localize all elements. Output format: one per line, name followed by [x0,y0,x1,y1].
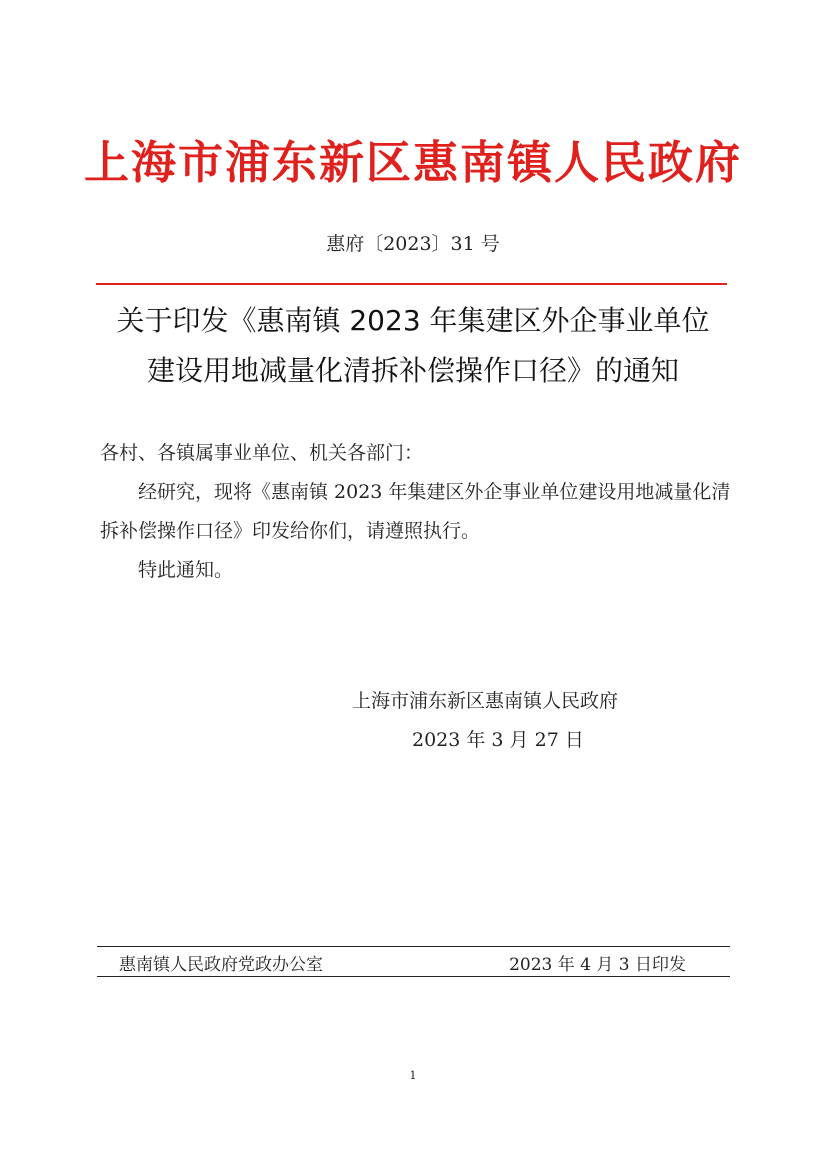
page-number: 1 [409,1069,417,1082]
signature-block [300,682,700,760]
document-title [80,296,746,396]
body-paragraph-text: 经研究，现将《惠南镇 2023 年集建区外企事业单位建设用地减量化清拆补偿操作口径》印发给你们，请遵照执行。 [100,481,731,542]
masthead-title: 上海市浦东新区惠南镇人民政府 [83,136,742,189]
footer-top-rule [97,946,730,947]
footer-print-date: 2023 年 4 月 3 日印发 [509,955,686,975]
document-title-line-1: 关于印发《惠南镇 2023 年集建区外企事业单位 [116,304,710,337]
footer-bottom-rule [97,976,730,977]
closing-statement [100,551,732,590]
signature-organization: 上海市浦东新区惠南镇人民政府 [352,690,619,712]
red-divider-line [96,283,727,285]
salutation: 各村、各镇属事业单位、机关各部门： [100,442,424,464]
document-title-line-2: 建设用地减量化清拆补偿操作口径》的通知 [146,354,679,387]
footer-print-info [97,950,730,974]
body-paragraph [100,473,732,551]
signature-date: 2023 年 3 月 27 日 [412,729,584,751]
footer-issuing-office: 惠南镇人民政府党政办公室 [119,955,323,975]
closing-statement-text: 特此通知。 [138,559,234,581]
document-number: 惠府〔2023〕31 号 [326,233,500,255]
